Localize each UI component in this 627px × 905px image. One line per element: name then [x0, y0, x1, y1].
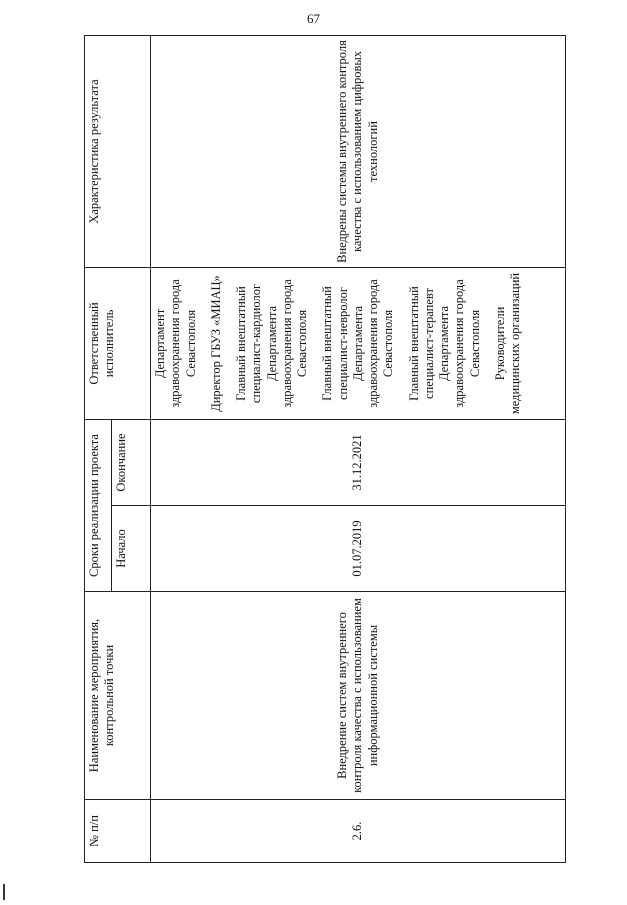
row-num: 2.6.: [151, 800, 566, 863]
responsible-item: Директор ГБУЗ «МИАЦ»: [208, 275, 223, 412]
responsible-item: Департамент здравоохранения города Севастополя: [153, 279, 198, 408]
header-end: Окончание: [112, 420, 151, 506]
project-table: [84, 35, 566, 863]
header-start: Начало: [112, 506, 151, 592]
page-number: 67: [307, 11, 320, 26]
header-terms: Сроки реализации проекта: [85, 420, 112, 592]
header-result: Характеристика результата: [85, 36, 151, 268]
scan-edge-mark: [3, 884, 5, 900]
header-responsible: Ответственный исполнитель: [85, 268, 151, 420]
row-responsible: [151, 268, 566, 420]
row-end: 31.12.2021: [151, 420, 566, 506]
rotated-table-container: [84, 36, 566, 863]
header-num: № п/п: [85, 800, 151, 863]
responsible-item: Руководители медицинских организаций: [492, 272, 522, 415]
responsible-item: Главный внештатный специалист-терапевт Департамента здравоохранения города Севастополя: [406, 279, 482, 408]
row-name: Внедрение систем внутреннего контроля качества с использованием информационной системы: [151, 592, 566, 800]
responsible-item: Главный внештатный специалист-невролог Департамента здравоохранения города Севастополя: [320, 279, 396, 408]
row-start: 01.07.2019: [151, 506, 566, 592]
header-name: Наименование мероприятия, контрольной точки: [85, 592, 151, 800]
row-result: Внедрены системы внутреннего контроля качества с использованием цифровых технологий: [151, 36, 566, 268]
responsible-item: Главный внештатный специалист-кардиолог Департамента здравоохранения города Севастополя: [234, 279, 309, 408]
table-row: [151, 36, 566, 863]
header-row: [85, 36, 112, 863]
